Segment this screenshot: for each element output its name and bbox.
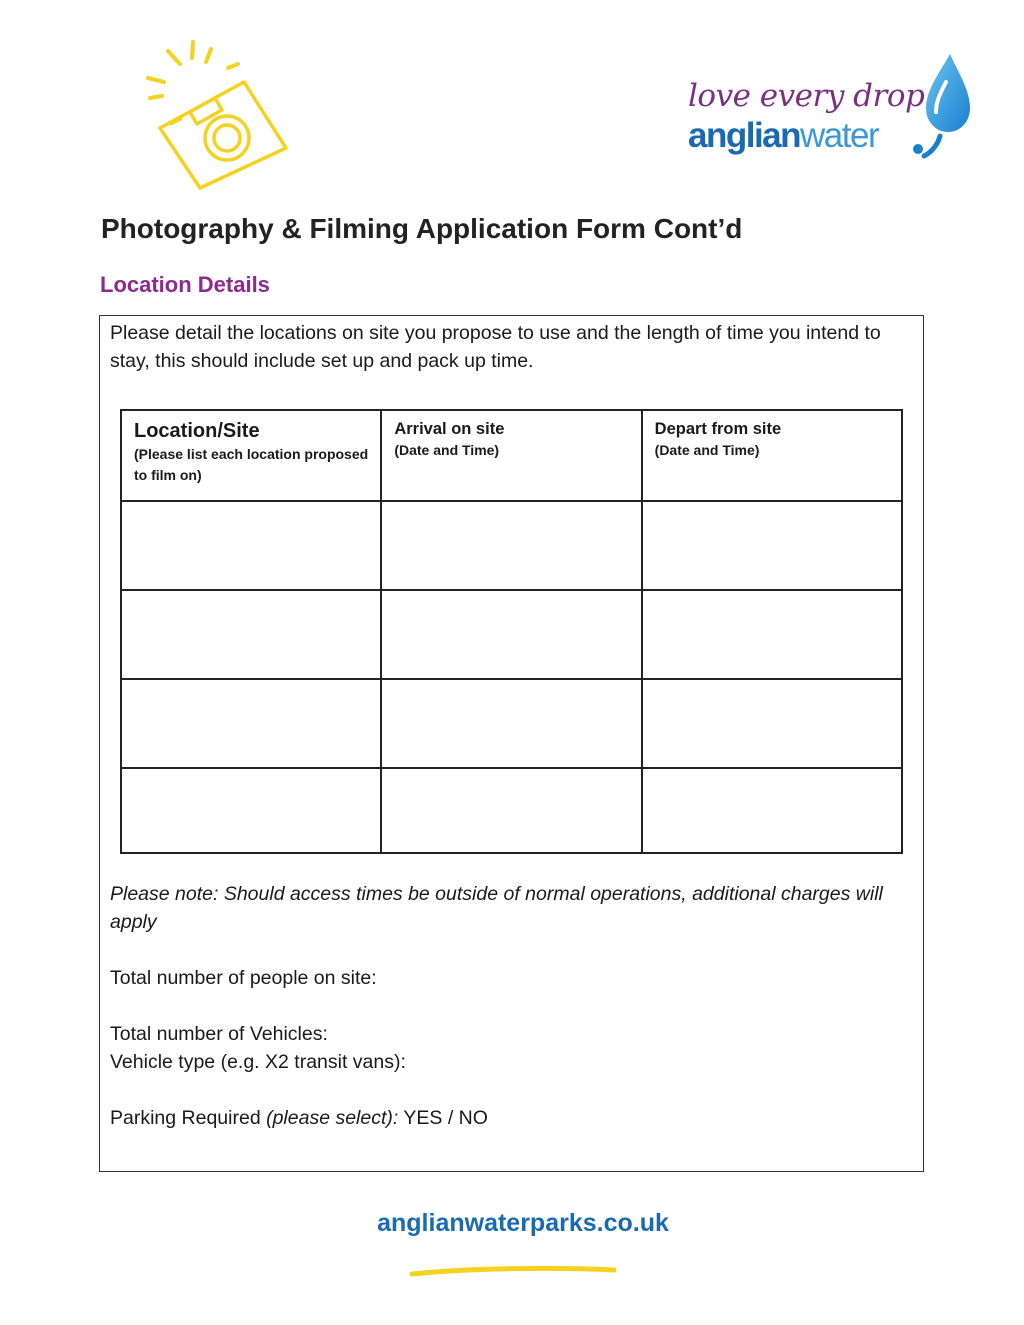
parking-label: Parking Required: [110, 1107, 261, 1129]
vehicle-type-label: Vehicle type (e.g. X2 transit vans):: [110, 1051, 406, 1073]
depart-cell[interactable]: [642, 768, 902, 853]
column-label: Location/Site: [134, 420, 260, 442]
arrival-cell[interactable]: [381, 501, 641, 590]
water-drop-icon: [910, 52, 974, 160]
vehicles-count-label: Total number of Vehicles:: [110, 1023, 328, 1045]
column-sublabel: (Date and Time): [394, 442, 500, 458]
parking-line: [110, 1104, 488, 1132]
location-cell[interactable]: [121, 501, 381, 590]
brand-name: [688, 116, 878, 156]
website-link[interactable]: anglianwaterparks.co.uk: [377, 1209, 669, 1237]
table-row: [121, 768, 902, 853]
parking-hint: (please select):: [266, 1107, 399, 1129]
access-times-note: Please note: Should access times be outside of normal operations, additional charges will apply: [110, 883, 883, 933]
depart-cell[interactable]: [642, 679, 902, 768]
column-header-location: [121, 410, 381, 501]
anglian-water-logo: [688, 52, 978, 164]
table-row: [121, 590, 902, 679]
column-header-depart: [642, 410, 902, 501]
depart-cell[interactable]: [642, 590, 902, 679]
arrival-cell[interactable]: [381, 679, 641, 768]
arrival-cell[interactable]: [381, 768, 641, 853]
brand-name-part2: water: [800, 116, 879, 155]
depart-cell[interactable]: [642, 501, 902, 590]
people-count-label: Total number of people on site:: [110, 967, 377, 989]
yellow-swoosh: [408, 1262, 618, 1278]
table-header-row: [121, 410, 902, 501]
column-sublabel: (Please list each location proposed to film on): [134, 446, 369, 483]
location-cell[interactable]: [121, 679, 381, 768]
location-cell[interactable]: [121, 768, 381, 853]
section-title: Location Details: [100, 272, 270, 297]
arrival-cell[interactable]: [381, 590, 641, 679]
page-title: Photography & Filming Application Form Cont’d: [101, 213, 743, 244]
column-sublabel: (Date and Time): [654, 442, 760, 458]
column-label: Depart from site: [654, 420, 782, 438]
parking-options[interactable]: YES / NO: [403, 1107, 488, 1129]
location-cell[interactable]: [121, 590, 381, 679]
location-details-box: [99, 315, 924, 1172]
table-row: [121, 679, 902, 768]
camera-logo: [140, 38, 290, 193]
table-row: [121, 501, 902, 590]
location-table: [120, 409, 903, 854]
brand-tagline: love every drop: [688, 78, 925, 114]
column-header-arrival: [381, 410, 641, 501]
intro-text: Please detail the locations on site you propose to use and the length of time you intend to stay, this should include set up and pack up time.: [110, 322, 881, 372]
brand-name-part1: anglian: [688, 116, 801, 155]
camera-icon: [140, 38, 290, 193]
column-label: Arrival on site: [394, 420, 505, 438]
